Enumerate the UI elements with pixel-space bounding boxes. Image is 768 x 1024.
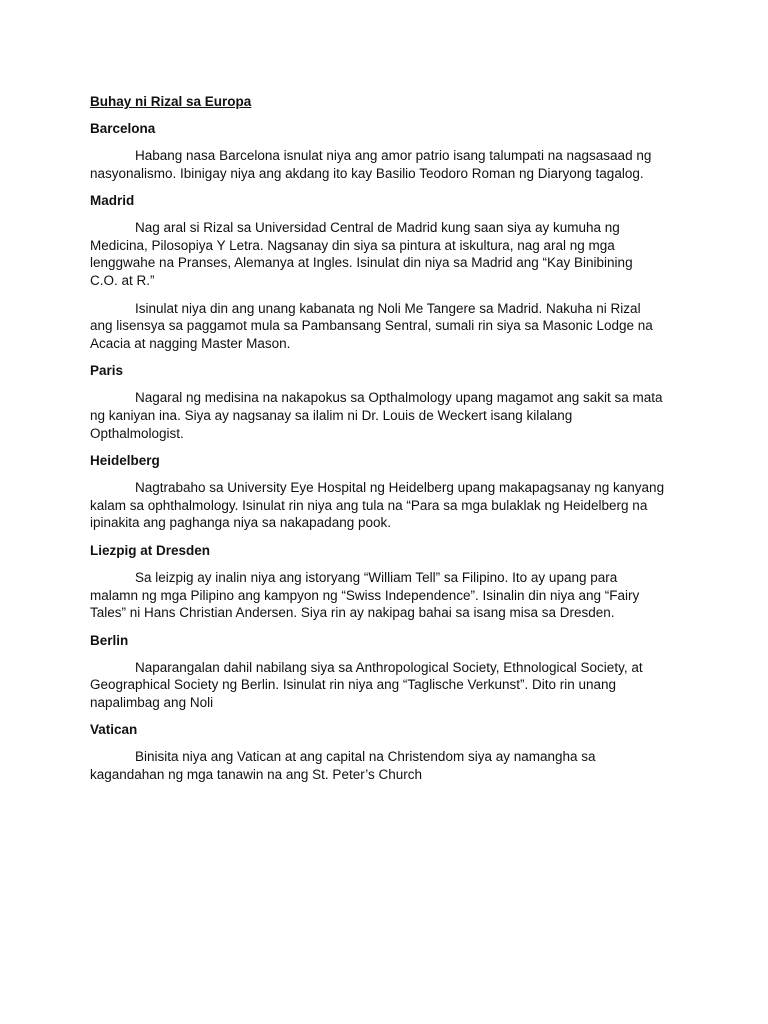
paragraph-paris: Nagaral ng medisina na nakapokus sa Opthalmology upang magamot ang sakit sa mata ng kaniyan ina. Siya ay nagsanay sa ilalim ni Dr. Louis de Weckert isang kilalang Opthalmologist.	[90, 390, 663, 441]
section-heading-heidelberg: Heidelberg	[90, 453, 160, 469]
section-heading-berlin: Berlin	[90, 632, 129, 648]
document-body	[90, 93, 690, 794]
paragraph-liezpig-dresden: Sa leizpig ay inalin niya ang istoryang “William Tell” sa Filipino. Ito ay upang para malamn ng mga Pilipino ang kampyon ng “Swiss Independence”. Isinalin din niya ang “Fairy Tales” ni Hans Christian Andersen. Siya rin ay nakipag bahai sa isang misa sa Dresden.	[90, 569, 640, 621]
paragraph-heidelberg: Nagtrabaho sa University Eye Hospital ng Heidelberg upang makapagsanay ng kanyang kalam sa ophthalmology. Isinulat rin niya ang tula na “Para sa mga bulaklak ng Heidelberg na ipinakita ang paghanga niya sa nakapadang pook.	[90, 480, 665, 531]
paragraph-madrid-2: Isinulat niya din ang unang kabanata ng Noli Me Tangere sa Madrid. Nakuha ni Rizal ang lisensya sa paggamot mula sa Pambansang Sentral, sumali rin siya sa Masonic Lodge na Acacia at nagging Master Mason.	[90, 300, 653, 351]
section-heading-barcelona: Barcelona	[90, 121, 156, 136]
section-heading-paris: Paris	[90, 363, 124, 379]
paragraph-vatican: Binisita niya ang Vatican at ang capital na Christendom siya ay namangha sa kagandahan ng mga tanawin na ang St. Peter’s Church	[90, 749, 596, 783]
paragraph-barcelona: Habang nasa Barcelona isnulat niya ang amor patrio isang talumpati na nagsasaad ng nasyonalismo. Ibinigay niya ang akdang ito kay Basilio Teodoro Roman ng Diaryong tagalog.	[90, 148, 652, 181]
document-title: Buhay ni Rizal sa Europa	[90, 94, 252, 109]
section-heading-madrid: Madrid	[90, 193, 135, 209]
paragraph-berlin: Naparangalan dahil nabilang siya sa Anthropological Society, Ethnological Society, at Geographical Society ng Berlin. Isinulat rin niya ang “Taglische Verkunst”. Dito rin unang napalimbag ang Noli	[90, 659, 643, 710]
section-heading-liezpig-dresden: Liezpig at Dresden	[90, 542, 211, 558]
paragraph-madrid-1: Nag aral si Rizal sa Universidad Central de Madrid kung saan siya ay kumuha ng Medicina, Pilosopiya Y Letra. Nagsanay din siya sa pintura at iskultura, nag aral ng mga lenggwahe na Pranses, Alemanya at Ingles. Isinulat din niya sa Madrid ang “Kay Binibining C.O. at R.”	[90, 220, 633, 288]
section-heading-vatican: Vatican	[90, 722, 138, 738]
